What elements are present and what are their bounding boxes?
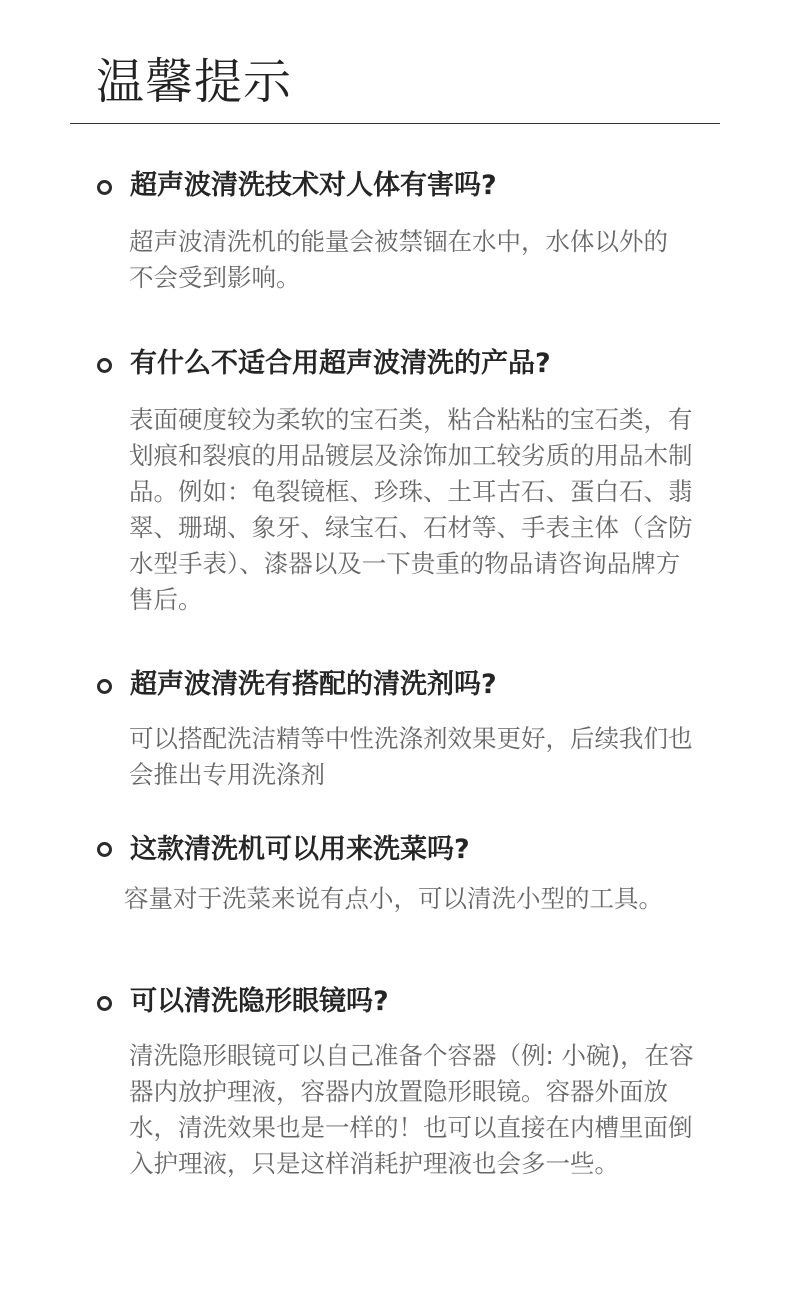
page-title: 温馨提示 (96, 54, 293, 110)
circle-bullet-icon (97, 180, 112, 195)
circle-bullet-icon (97, 358, 112, 373)
circle-bullet-icon (97, 842, 112, 857)
faq-question: 超声波清洗技术对人体有害吗? (130, 170, 497, 201)
faq-answer: 超声波清洗机的能量会被禁锢在水中，水体以外的不会受到影响。 (129, 227, 668, 292)
faq-question: 超声波清洗有搭配的清洗剂吗? (130, 669, 497, 700)
faq-question: 这款清洗机可以用来洗菜吗? (130, 834, 470, 865)
faq-answer: 表面硬度较为柔软的宝石类，粘合粘粘的宝石类，有划痕和裂痕的用品镀层及涂饰加工较劣质的用品木制品。例如：龟裂镜框、珍珠、土耳古石、蛋白石、翡翠、珊瑚、象牙、绿宝石、石材等、手表主体（含防水型手表）、漆器以及一下贵重的物品请咨询品牌方售后。 (129, 405, 693, 614)
circle-bullet-icon (97, 996, 112, 1011)
title-divider (70, 123, 720, 124)
faq-answer: 可以搭配洗洁精等中性洗涤剂效果更好，后续我们也会推出专用洗涤剂 (129, 724, 693, 789)
circle-bullet-icon (97, 679, 112, 694)
faq-question: 有什么不适合用超声波清洗的产品? (130, 348, 551, 379)
faq-answer: 清洗隐形眼镜可以自己准备个容器（例: 小碗)，在容器内放护理液，容器内放置隐形眼镜。容器外面放水，清洗效果也是一样的！也可以直接在内槽里面倒入护理液，只是这样消耗护理液也会多一些。 (129, 1041, 694, 1178)
faq-answer: 容量对于洗菜来说有点小，可以清洗小型的工具。 (124, 884, 663, 913)
faq-question: 可以清洗隐形眼镜吗? (130, 986, 389, 1017)
